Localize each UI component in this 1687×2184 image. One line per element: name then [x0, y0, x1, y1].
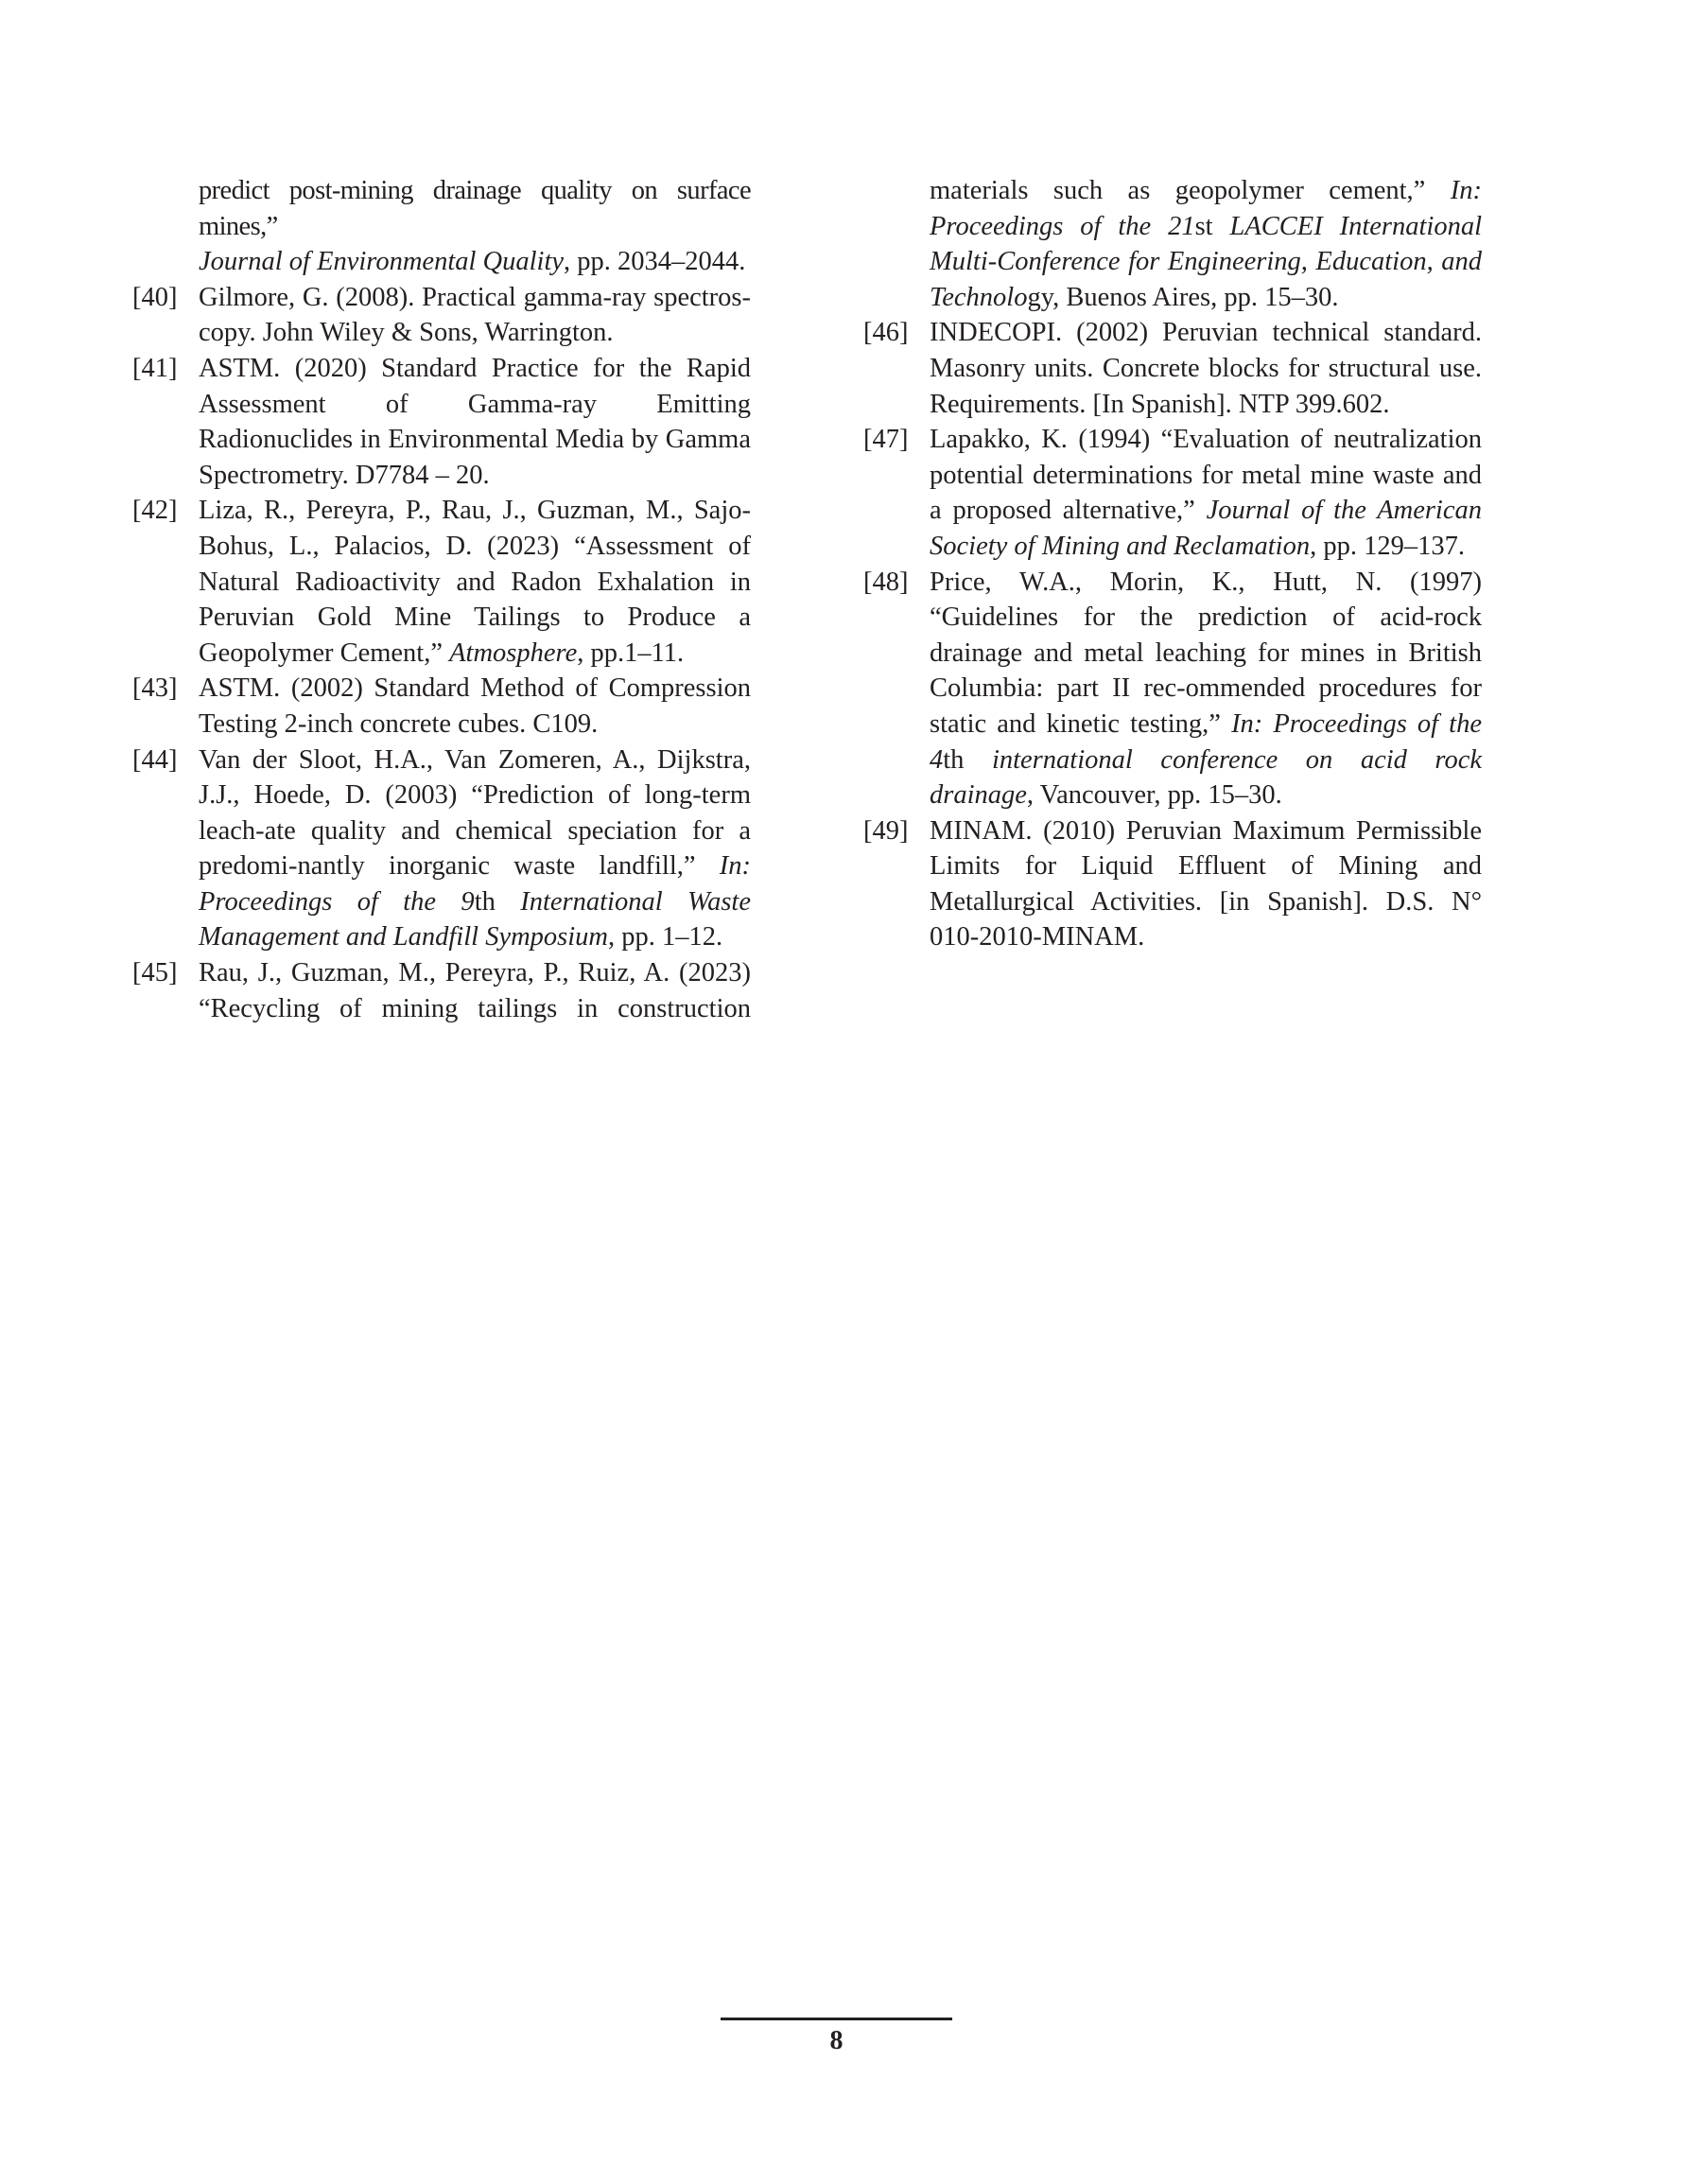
reference-40: [132, 280, 751, 351]
reference-45: [132, 955, 751, 1026]
reference-42: [132, 493, 751, 671]
reference-tail: , pp.1–11.: [577, 638, 685, 668]
reference-number: [45]: [132, 958, 178, 988]
reference-number: [44]: [132, 744, 178, 775]
reference-text: Liza, R., Pereyra, P., Rau, J., Guzman, M., Sajo-Bohus, L., Palacios, D. (2023) “Assessment of Natural Radioactivity and Radon Exhalation in Peruvian Gold Mine Tailings to Produce a Geopolymer Cement,”: [199, 496, 751, 668]
reference-44: [132, 743, 751, 956]
reference-45-ordinal: st: [1194, 211, 1213, 241]
reference-48: [863, 565, 1482, 813]
footer-divider: [721, 2018, 952, 2020]
reference-tail: , Vancouver, pp. 15–30.: [1026, 780, 1282, 811]
reference-49: [863, 813, 1482, 955]
reference-text: Van der Sloot, H.A., Van Zomeren, A., Dijkstra, J.J., Hoede, D. (2003) “Prediction of long-term leach-ate quality and chemical speciation for a predomi-nantly inorganic waste landfill,”: [199, 744, 751, 882]
reference-number: [43]: [132, 673, 178, 704]
reference-45-suffix: gy: [1027, 282, 1053, 312]
reference-number: [49]: [863, 815, 909, 846]
reference-number: [47]: [863, 425, 909, 455]
reference-39-line: predict post-mining drainage quality on surface mines,”: [199, 176, 751, 241]
reference-proceedings: In: Proceedings of the 9: [199, 851, 751, 917]
reference-ordinal: th: [943, 744, 965, 775]
reference-proceedings: In: Proceedings of the 4: [930, 708, 1483, 775]
reference-ordinal: th: [474, 886, 496, 917]
reference-number: [46]: [863, 318, 909, 348]
reference-text: Gilmore, G. (2008). Practical gamma-ray spectros-copy. John Wiley & Sons, Warrington.: [199, 282, 751, 348]
reference-text: ASTM. (2002) Standard Method of Compression Testing 2-inch concrete cubes. C109.: [199, 673, 751, 739]
reference-number: [42]: [132, 496, 178, 526]
reference-journal: Journal of the American Society of Mining and Reclamation: [930, 496, 1482, 561]
reference-proceedings-title: international conference on acid rock drainage: [930, 744, 1482, 811]
reference-number: [48]: [863, 567, 909, 597]
reference-number: [41]: [132, 353, 178, 383]
reference-39-continuation: [132, 173, 751, 280]
reference-45-tail: , Buenos Aires, pp. 15–30.: [1052, 282, 1339, 312]
reference-45-proceedings: In: Proceedings of the 21: [930, 176, 1482, 241]
reference-45-continuation: [863, 173, 1482, 315]
references-left-column: [132, 173, 751, 1026]
reference-text: Price, W.A., Morin, K., Hutt, N. (1997) “Guidelines for the prediction of acid-rock drainage and metal leaching for mines in British Columbia: part II rec-ommended procedures for static and kinetic testing,”: [930, 567, 1482, 739]
reference-47: [863, 422, 1482, 564]
reference-39-tail: , pp. 2034–2044.: [564, 247, 746, 277]
reference-text: MINAM. (2010) Peruvian Maximum Permissible Limits for Liquid Effluent of Mining and Metallurgical Activities. [in Spanish]. D.S. N° 010-2010-MINAM.: [930, 815, 1482, 952]
reference-number: [40]: [132, 282, 178, 312]
page-number: 8: [829, 2026, 844, 2055]
reference-43: [132, 671, 751, 742]
reference-text: Rau, J., Guzman, M., Pereyra, P., Ruiz, A. (2023) “Recycling of mining tailings in construction: [199, 958, 751, 1023]
reference-45-proceedings-title: LACCEI International Multi-Conference for Engineering, Education, and Technolo: [930, 211, 1482, 312]
reference-41: [132, 351, 751, 493]
reference-tail: , pp. 129–137.: [1310, 531, 1465, 561]
reference-tail: , pp. 1–12.: [608, 922, 723, 952]
reference-45-text: materials such as geopolymer cement,”: [930, 176, 1451, 205]
reference-text: INDECOPI. (2002) Peruvian technical standard. Masonry units. Concrete blocks for structural use. Requirements. [In Spanish]. NTP 399.602.: [930, 318, 1482, 419]
references-right-column: [863, 173, 1482, 955]
reference-39-journal: Journal of Environmental Quality: [199, 247, 565, 277]
reference-proceedings-title: International Waste Management and Landfill Symposium: [199, 886, 751, 952]
reference-text: Lapakko, K. (1994) “Evaluation of neutralization potential determinations for metal mine waste and a proposed alternative,”: [930, 425, 1482, 526]
reference-text: ASTM. (2020) Standard Practice for the Rapid Assessment of Gamma-ray Emitting Radionuclides in Environmental Media by Gamma Spectrometry. D7784 – 20.: [199, 353, 751, 490]
reference-journal: Atmosphere: [449, 638, 578, 668]
reference-46: [863, 315, 1482, 422]
